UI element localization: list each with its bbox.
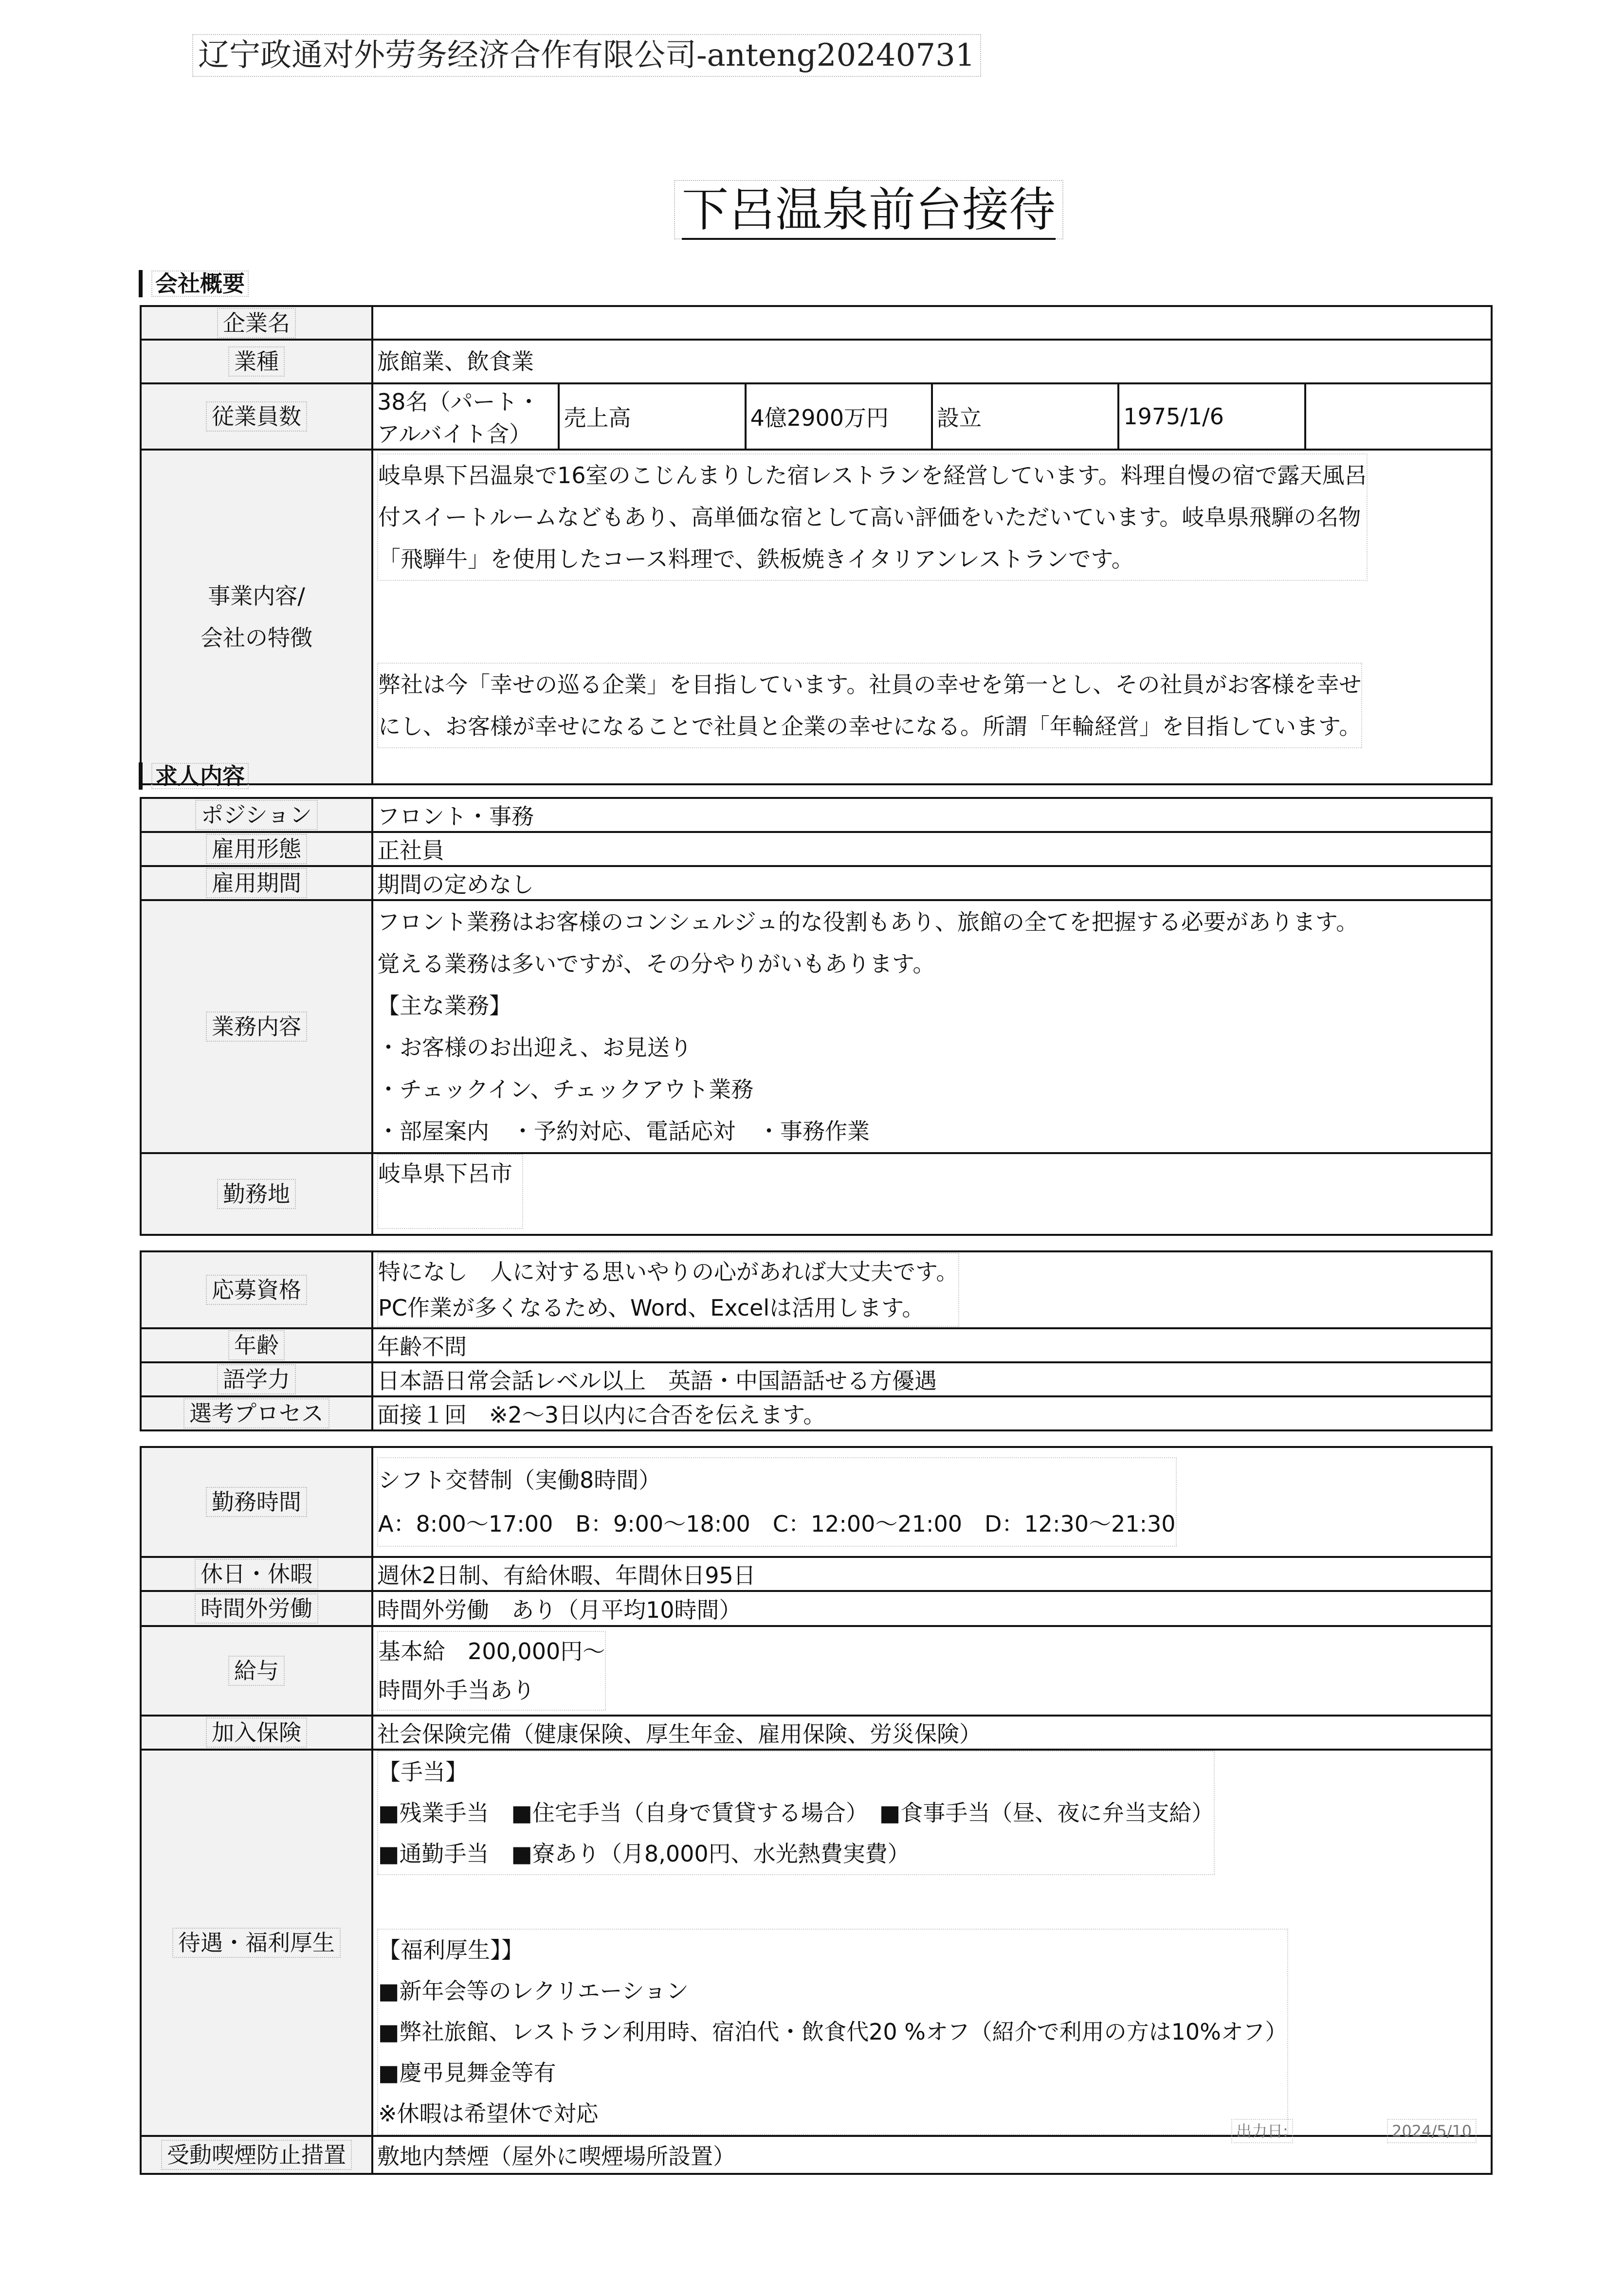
row-overtime bbox=[141, 1591, 1492, 1626]
allowance-box bbox=[377, 1751, 1215, 1875]
requirements-table bbox=[140, 1250, 1493, 1431]
industry-value-text: 旅館業、飲食業 bbox=[377, 348, 534, 375]
employment-type-value: 正社員 bbox=[372, 832, 1492, 866]
qualification-value bbox=[372, 1251, 1492, 1328]
qualification-box bbox=[377, 1253, 959, 1327]
company-philosophy bbox=[377, 663, 1362, 748]
row-age bbox=[141, 1328, 1492, 1362]
insurance-label bbox=[141, 1716, 372, 1750]
business-gap bbox=[377, 581, 1487, 663]
benefits-value bbox=[372, 1750, 1492, 2136]
working-hours-line: シフト交替制（実働8時間） bbox=[378, 1467, 661, 1493]
language-value: 日本語日常会話レベル以上 英語・中国語話せる方優遇 bbox=[372, 1362, 1492, 1396]
salary-label bbox=[141, 1626, 372, 1716]
benefits-label-text: 待遇・福利厚生 bbox=[172, 1928, 341, 1958]
insurance-label-text: 加入保険 bbox=[206, 1717, 307, 1748]
output-date-value bbox=[1387, 2119, 1477, 2143]
welfare-line: ※休暇は希望休で対応 bbox=[378, 2100, 599, 2127]
benefits-gap bbox=[377, 1875, 1487, 1929]
company-name-label bbox=[141, 306, 372, 340]
row-company-name bbox=[141, 306, 1492, 340]
row-benefits bbox=[141, 1750, 1492, 2136]
section-heading-company bbox=[139, 270, 249, 297]
welfare-line: ■慶弔見舞金等有 bbox=[378, 2060, 556, 2086]
location-label-text: 勤務地 bbox=[217, 1179, 296, 1209]
company-overview-table bbox=[140, 305, 1493, 785]
selection-process-label-text: 選考プロセス bbox=[183, 1398, 329, 1428]
employees-label-text: 従業員数 bbox=[206, 401, 307, 432]
duties-line: ・お客様のお出迎え、お見送り bbox=[377, 1034, 692, 1061]
document-title bbox=[674, 180, 1063, 239]
row-business bbox=[141, 450, 1492, 784]
location-box bbox=[377, 1154, 523, 1229]
job-content-table bbox=[140, 797, 1493, 1236]
language-label bbox=[141, 1362, 372, 1396]
section-heading-job bbox=[139, 762, 249, 790]
working-hours-value bbox=[372, 1447, 1492, 1557]
location-label bbox=[141, 1153, 372, 1235]
age-label bbox=[141, 1328, 372, 1362]
row-language bbox=[141, 1362, 1492, 1396]
business-line: 「飛騨牛」を使用したコース料理で、鉄板焼きイタリアンレストランです。 bbox=[378, 546, 1134, 572]
working-hours-label bbox=[141, 1447, 372, 1557]
salary-box bbox=[377, 1631, 606, 1711]
welfare-box bbox=[377, 1929, 1288, 2135]
section-heading-job-label: 求人内容 bbox=[151, 763, 249, 789]
language-label-text: 語学力 bbox=[217, 1364, 296, 1394]
position-value: フロント・事務 bbox=[372, 798, 1492, 832]
row-salary bbox=[141, 1626, 1492, 1716]
selection-process-value: 面接１回 ※2～3日以内に合否を伝えます。 bbox=[372, 1396, 1492, 1430]
row-insurance bbox=[141, 1716, 1492, 1750]
smoking-policy-label bbox=[141, 2136, 372, 2174]
salary-value bbox=[372, 1626, 1492, 1716]
benefits-label bbox=[141, 1750, 372, 2136]
age-label-text: 年齢 bbox=[228, 1330, 285, 1360]
qualification-label bbox=[141, 1251, 372, 1328]
salary-line: 基本給 200,000円～ bbox=[378, 1638, 605, 1664]
location-value bbox=[372, 1153, 1492, 1235]
employment-period-value: 期間の定めなし bbox=[372, 866, 1492, 900]
industry-label bbox=[141, 340, 372, 383]
smoking-policy-label-text: 受動喫煙防止措置 bbox=[161, 2140, 352, 2170]
allowance-line: 【手当】 bbox=[378, 1759, 468, 1785]
duties-label-text: 業務内容 bbox=[206, 1012, 307, 1042]
business-label bbox=[141, 450, 372, 784]
employees-label bbox=[141, 383, 372, 450]
industry-label-text: 業種 bbox=[228, 346, 285, 377]
output-date-label bbox=[1231, 2119, 1293, 2143]
holidays-label bbox=[141, 1557, 372, 1591]
employment-period-label bbox=[141, 866, 372, 900]
welfare-line: ■新年会等のレクリエーション bbox=[378, 1978, 689, 2004]
working-hours-box bbox=[377, 1457, 1177, 1547]
sales-label: 売上高 bbox=[559, 383, 745, 450]
holidays-value: 週休2日制、有給休暇、年間休日95日 bbox=[372, 1557, 1492, 1591]
company-name-label-text: 企業名 bbox=[217, 308, 296, 338]
allowance-line: ■通勤手当 ■寮あり（月8,000円、水光熱費実費） bbox=[378, 1841, 910, 1867]
duties-value bbox=[372, 900, 1492, 1153]
duties-line: ・部屋案内 ・予約対応、電話応対 ・事務作業 bbox=[377, 1118, 870, 1144]
working-hours-label-text: 勤務時間 bbox=[206, 1487, 307, 1517]
row-duties bbox=[141, 900, 1492, 1153]
position-label bbox=[141, 798, 372, 832]
salary-label-text: 給与 bbox=[228, 1656, 285, 1686]
conditions-table bbox=[140, 1446, 1493, 2175]
overtime-value: 時間外労働 あり（月平均10時間） bbox=[372, 1591, 1492, 1626]
welfare-line: ■弊社旅館、レストラン利用時、宿泊代・飲食代20 %オフ（紹介で利用の方は10%オフ） bbox=[378, 2019, 1288, 2045]
document-title-text: 下呂温泉前台接待 bbox=[682, 182, 1056, 240]
output-date-value-text: 2024/5/10 bbox=[1387, 2119, 1477, 2143]
duties-line: 覚える業務は多いですが、その分やりがいもあります。 bbox=[377, 951, 935, 977]
smoking-policy-value: 敷地内禁煙（屋外に喫煙場所設置） bbox=[372, 2136, 1492, 2174]
row-position bbox=[141, 798, 1492, 832]
row-selection-process bbox=[141, 1396, 1492, 1430]
business-label-line-1: 事業内容/ bbox=[208, 583, 305, 609]
philosophy-line: にし、お客様が幸せになることで社員と企業の幸せになる。所謂「年輪経営」を目指しています。 bbox=[378, 713, 1362, 740]
row-employees bbox=[141, 383, 1492, 450]
employment-type-label-text: 雇用形態 bbox=[206, 834, 307, 864]
row-qualification bbox=[141, 1251, 1492, 1328]
employment-period-label-text: 雇用期間 bbox=[206, 868, 307, 898]
holidays-label-text: 休日・休暇 bbox=[195, 1559, 318, 1589]
qualification-line: PC作業が多くなるため、Word、Excelは活用します。 bbox=[378, 1295, 925, 1321]
row-working-hours bbox=[141, 1447, 1492, 1557]
position-label-text: ポジション bbox=[195, 800, 318, 830]
overtime-label-text: 時間外労働 bbox=[195, 1593, 318, 1624]
business-label-line-2: 会社の特徴 bbox=[201, 625, 312, 651]
employees-value: 38名（パート・アルバイト含） bbox=[372, 383, 559, 450]
qualification-label-text: 応募資格 bbox=[206, 1275, 307, 1305]
section-heading-company-label: 会社概要 bbox=[151, 271, 249, 297]
row-holidays bbox=[141, 1557, 1492, 1591]
row-employment-period bbox=[141, 866, 1492, 900]
insurance-value: 社会保険完備（健康保険、厚生年金、雇用保険、労災保険） bbox=[372, 1716, 1492, 1750]
overtime-label bbox=[141, 1591, 372, 1626]
row-industry bbox=[141, 340, 1492, 383]
industry-value bbox=[372, 340, 1492, 383]
selection-process-label bbox=[141, 1396, 372, 1430]
founded-value: 1975/1/6 bbox=[1118, 383, 1305, 450]
business-description bbox=[377, 453, 1368, 581]
allowance-line: ■残業手当 ■住宅手当（自身で賃貸する場合） ■食事手当（昼、夜に弁当支給） bbox=[378, 1800, 1214, 1826]
row-employment-type bbox=[141, 832, 1492, 866]
duties-label bbox=[141, 900, 372, 1153]
duties-line: フロント業務はお客様のコンシェルジュ的な役割もあり、旅館の全てを把握する必要があります。 bbox=[377, 909, 1359, 935]
employment-type-label bbox=[141, 832, 372, 866]
business-value bbox=[372, 450, 1492, 784]
founded-label: 設立 bbox=[932, 383, 1118, 450]
row-location bbox=[141, 1153, 1492, 1235]
founded-spacer bbox=[1305, 383, 1492, 450]
business-line: 岐阜県下呂温泉で16室のこじんまりした宿レストランを経営しています。料理自慢の宿で露天風呂 bbox=[378, 462, 1367, 488]
sales-value: 4億2900万円 bbox=[746, 383, 932, 450]
philosophy-line: 弊社は今「幸せの巡る企業」を目指しています。社員の幸せを第一とし、その社員がお客様を幸せ bbox=[378, 671, 1362, 698]
salary-line: 時間外手当あり bbox=[378, 1677, 535, 1703]
output-date-label-text: 出力日: bbox=[1231, 2119, 1293, 2143]
business-label-text bbox=[145, 575, 368, 659]
age-value: 年齢不問 bbox=[372, 1328, 1492, 1362]
welfare-line: 【福利厚生】】 bbox=[378, 1937, 524, 1963]
company-header: 辽宁政通对外劳务经济合作有限公司-anteng20240731 bbox=[192, 34, 981, 77]
company-name-value bbox=[372, 306, 1492, 340]
business-line: 付スイートルームなどもあり、高単価な宿として高い評価をいただいています。岐阜県飛騨の名物 bbox=[378, 504, 1361, 530]
duties-line: 【主な業務】 bbox=[377, 993, 511, 1019]
duties-line: ・チェックイン、チェックアウト業務 bbox=[377, 1076, 754, 1103]
location-text: 岐阜県下呂市 bbox=[378, 1160, 512, 1187]
qualification-line: 特になし 人に対する思いやりの心があれば大丈夫です。 bbox=[378, 1259, 959, 1285]
working-hours-line: A：8:00～17:00 B：9:00～18:00 C：12:00～21:00 D：12:30～21:30 bbox=[378, 1511, 1176, 1537]
